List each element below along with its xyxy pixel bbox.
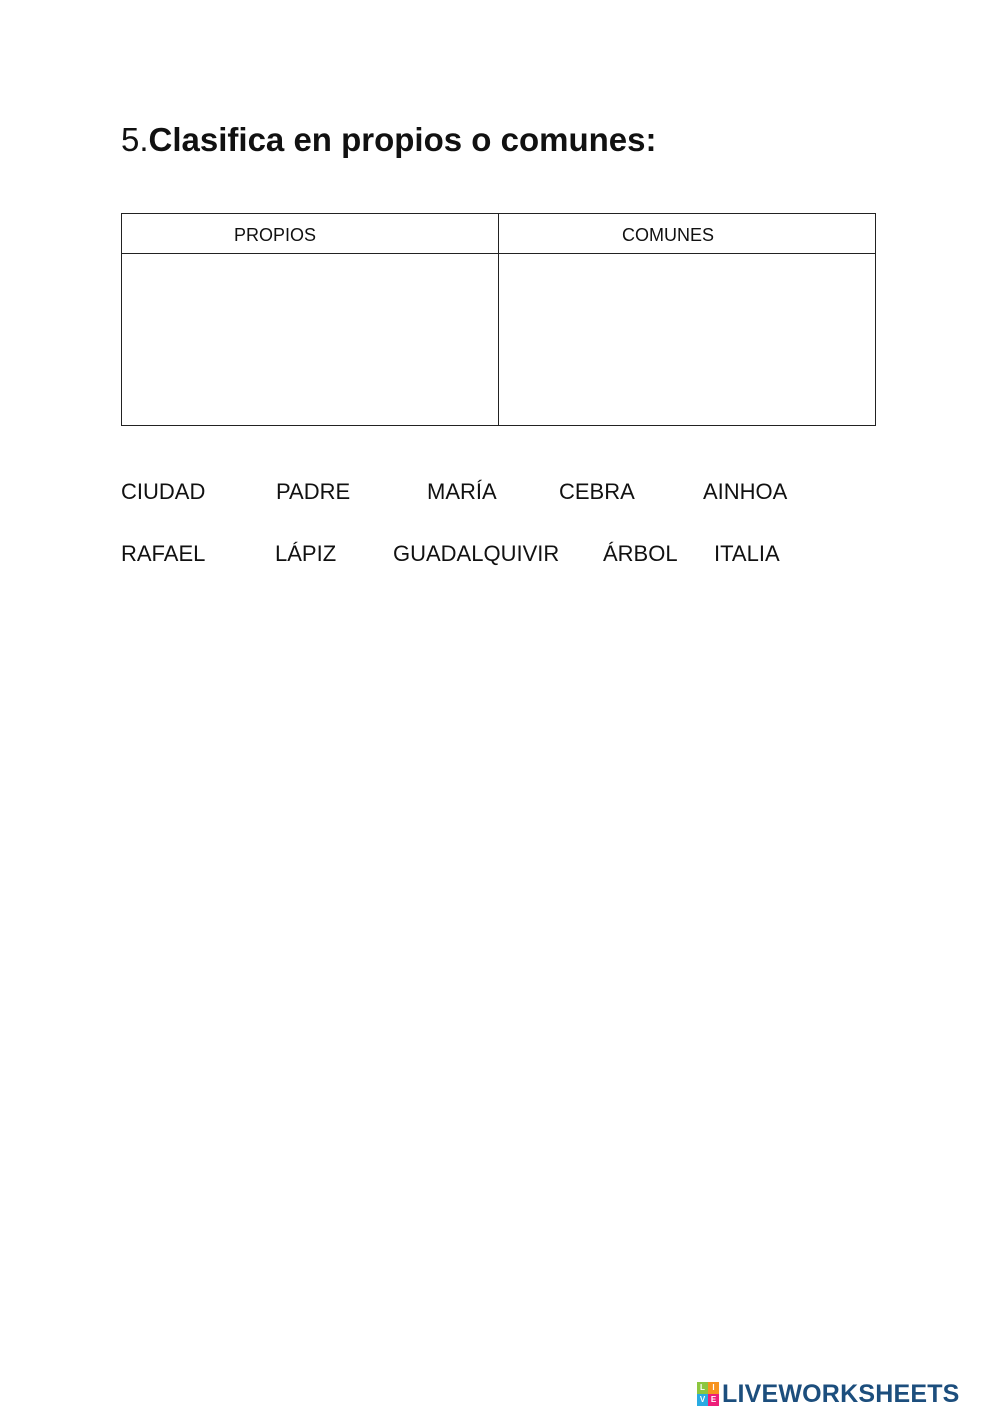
word-arbol[interactable]: ÁRBOL (603, 541, 678, 566)
classification-table (121, 213, 876, 426)
drop-zone-comunes[interactable] (500, 255, 875, 425)
word-italia[interactable]: ITALIA (714, 541, 780, 566)
word-lapiz[interactable]: LÁPIZ (275, 541, 337, 566)
liveworksheets-logo-icon (697, 1382, 719, 1406)
logo-mark-v: V (697, 1394, 708, 1406)
header-comunes: COMUNES (621, 225, 714, 245)
logo-mark-i: I (708, 1382, 719, 1394)
exercise-instruction: Clasifica en propios o comunes: (148, 121, 657, 158)
worksheet-title (121, 118, 656, 162)
table-column-divider (498, 214, 499, 425)
word-ainhoa[interactable]: AINHOA (703, 479, 788, 504)
header-propios: PROPIOS (233, 225, 317, 245)
drop-zone-propios[interactable] (122, 255, 497, 425)
exercise-number: 5. (121, 121, 149, 158)
word-guadalquivir[interactable]: GUADALQUIVIR (393, 541, 560, 566)
logo-text: LIVEWORKSHEETS (722, 1379, 960, 1408)
logo-mark-e: E (708, 1394, 719, 1406)
logo-mark-l: L (697, 1382, 708, 1394)
word-maria[interactable]: MARÍA (427, 479, 497, 504)
liveworksheets-logo (697, 1379, 960, 1409)
word-padre[interactable]: PADRE (276, 479, 351, 504)
word-cebra[interactable]: CEBRA (559, 479, 635, 504)
word-ciudad[interactable]: CIUDAD (121, 479, 206, 504)
word-rafael[interactable]: RAFAEL (121, 541, 206, 566)
